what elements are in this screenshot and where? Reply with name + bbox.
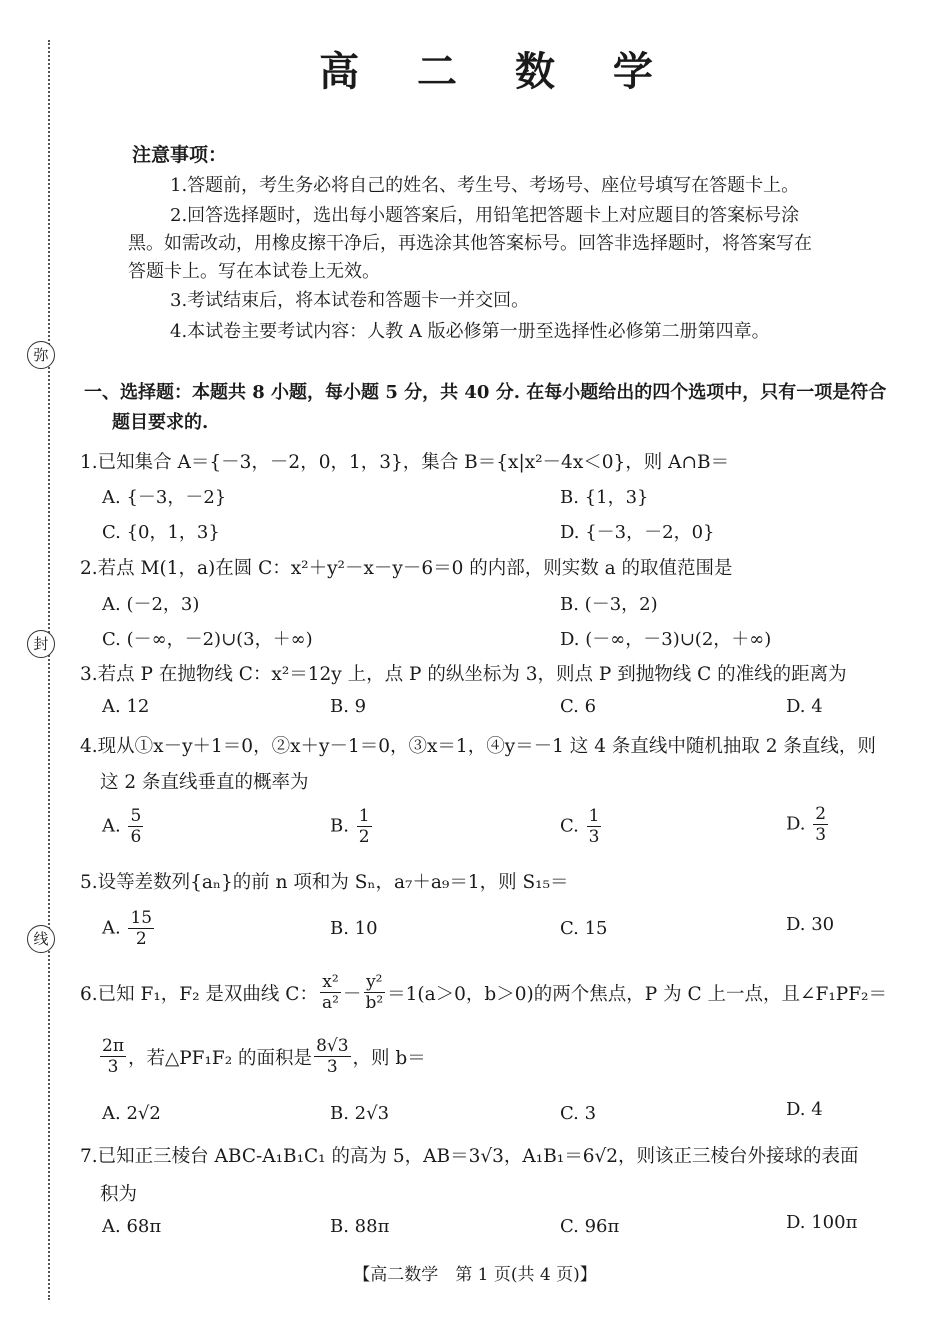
denominator: 2 (135, 929, 147, 949)
numerator: 2π (102, 1036, 124, 1056)
q1-option-d: D. {－3，－2，0} (560, 522, 715, 543)
section-heading-line: 题目要求的. (112, 412, 209, 433)
numerator: 2 (815, 804, 827, 824)
q5-option-a (102, 908, 156, 949)
fraction (128, 806, 143, 847)
denominator: 2 (358, 827, 370, 847)
numerator: 15 (130, 908, 153, 928)
question-4-stem-cont: 这 2 条直线垂直的概率为 (100, 772, 309, 793)
denominator: a² (321, 993, 339, 1013)
q6-option-c: C. 3 (560, 1103, 597, 1124)
question-3-stem: 3.若点 P 在抛物线 C：x²＝12y 上，点 P 的纵坐标为 3，则点 P 到抛物线 C 的准线的距离为 (80, 664, 847, 685)
q2-option-a: A. (－2，3) (102, 594, 200, 615)
notice-item: 2.回答选择题时，选出每小题答案后，用铅笔把答题卡上对应题目的答案标号涂 (170, 205, 800, 226)
q6-option-b: B. 2√3 (330, 1103, 390, 1124)
fraction (363, 972, 385, 1013)
seal-char-mi: 弥 (27, 341, 55, 369)
q1-option-c: C. {0，1，3} (102, 522, 220, 543)
numerator: 8√3 (316, 1036, 349, 1056)
option-letter: C. (560, 815, 579, 837)
q1-option-b: B. {1，3} (560, 487, 649, 508)
section-heading-line: 一、选择题：本题共 8 小题，每小题 5 分，共 40 分. 在每小题给出的四个选项中，只有一项是符合 (84, 382, 887, 403)
q7-option-b: B. 88π (330, 1216, 390, 1237)
notice-item: 4.本试卷主要考试内容：人教 A 版必修第一册至选择性必修第二册第四章。 (170, 321, 770, 342)
seal-char-feng: 封 (27, 630, 55, 658)
denominator: b² (365, 993, 384, 1013)
q6-stem-part: ＝1(a＞0，b＞0)的两个焦点，P 为 C 上一点，且∠F₁PF₂＝ (387, 983, 887, 1005)
seal-char-xian: 线 (27, 925, 55, 953)
q5-option-b: B. 10 (330, 918, 378, 939)
q2-option-c: C. (－∞，－2)∪(3，＋∞) (102, 629, 313, 650)
option-letter: D. (786, 813, 806, 835)
notice-item: 黑。如需改动，用橡皮擦干净后，再选涂其他答案标号。回答非选择题时，将答案写在 (128, 233, 812, 254)
option-letter: B. (330, 815, 349, 837)
denominator: 3 (588, 827, 600, 847)
question-4-stem: 4.现从①x－y＋1＝0，②x＋y－1＝0，③x＝1，④y＝－1 这 4 条直线中随机抽取 2 条直线，则 (80, 736, 876, 757)
section-heading (84, 378, 886, 438)
fraction (357, 806, 372, 847)
q4-option-b (330, 806, 374, 847)
question-1-stem: 1.已知集合 A＝{－3，－2，0，1，3}，集合 B＝{x|x²－4x＜0}，则 A∩B＝ (80, 452, 730, 473)
question-7-stem-cont: 积为 (100, 1184, 138, 1205)
q6-stem-part: ，若△PF₁F₂ 的面积是 (128, 1047, 313, 1069)
q5-option-c: C. 15 (560, 918, 608, 939)
question-6-stem (80, 972, 887, 1013)
fraction (100, 1036, 126, 1077)
minus-sign: － (342, 983, 362, 1005)
q3-option-a: A. 12 (102, 696, 150, 717)
page-title: 高 二 数 学 (319, 48, 675, 95)
q6-option-a: A. 2√2 (102, 1103, 161, 1124)
q7-option-d: D. 100π (786, 1212, 858, 1233)
q3-option-b: B. 9 (330, 696, 367, 717)
denominator: 3 (326, 1057, 338, 1077)
q2-option-d: D. (－∞，－3)∪(2，＋∞) (560, 629, 772, 650)
option-letter: A. (102, 917, 121, 939)
numerator: x² (322, 972, 339, 992)
notice-item: 1.答题前，考生务必将自己的姓名、考生号、考场号、座位号填写在答题卡上。 (170, 175, 800, 196)
numerator: 1 (358, 806, 370, 826)
q3-option-d: D. 4 (786, 696, 823, 717)
q7-option-c: C. 96π (560, 1216, 620, 1237)
fraction (128, 908, 154, 949)
notice-item: 答题卡上。写在本试卷上无效。 (128, 261, 380, 282)
q6-option-d: D. 4 (786, 1099, 823, 1120)
notice-item: 3.考试结束后，将本试卷和答题卡一并交回。 (170, 290, 530, 311)
fraction (813, 804, 828, 845)
binding-dotted-line (48, 40, 50, 1300)
q4-option-d (786, 804, 830, 845)
numerator: 5 (130, 806, 142, 826)
q1-option-a: A. {－3，－2} (102, 487, 227, 508)
question-6-stem-cont (98, 1036, 426, 1077)
q6-stem-part: ，则 b＝ (352, 1047, 426, 1069)
fraction (320, 972, 341, 1013)
q2-option-b: B. (－3，2) (560, 594, 658, 615)
q5-option-d: D. 30 (786, 914, 835, 935)
page-footer: 【高二数学 第 1 页(共 4 页)】 (353, 1265, 597, 1285)
fraction (587, 806, 602, 847)
q7-option-a: A. 68π (102, 1216, 162, 1237)
denominator: 3 (815, 825, 827, 845)
q4-option-a (102, 806, 145, 847)
denominator: 6 (130, 827, 142, 847)
question-2-stem: 2.若点 M(1，a)在圆 C：x²＋y²－x－y－6＝0 的内部，则实数 a 的取值范围是 (80, 558, 733, 579)
denominator: 3 (107, 1057, 119, 1077)
q4-option-c (560, 806, 603, 847)
fraction (314, 1036, 350, 1077)
numerator: 1 (588, 806, 600, 826)
numerator: y² (366, 972, 383, 992)
question-7-stem: 7.已知正三棱台 ABC-A₁B₁C₁ 的高为 5，AB＝3√3，A₁B₁＝6√2，则该正三棱台外接球的表面 (80, 1146, 859, 1167)
notice-title: 注意事项： (132, 144, 228, 166)
option-letter: A. (102, 815, 121, 837)
question-5-stem: 5.设等差数列{aₙ}的前 n 项和为 Sₙ，a₇＋a₉＝1，则 S₁₅＝ (80, 872, 569, 893)
q6-stem-part: 6.已知 F₁，F₂ 是双曲线 C： (80, 983, 318, 1005)
q3-option-c: C. 6 (560, 696, 597, 717)
